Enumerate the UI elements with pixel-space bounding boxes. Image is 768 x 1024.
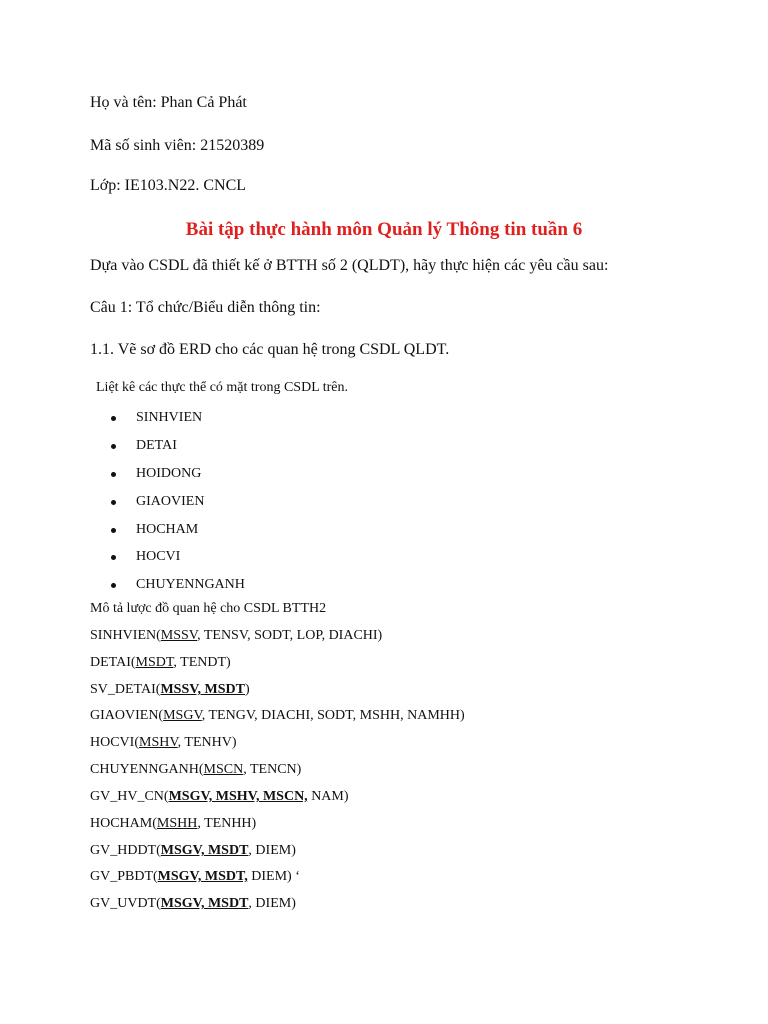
primary-key: MSGV, MSDT, [157, 869, 248, 884]
primary-key: MSHV [139, 735, 178, 750]
list-item: SINHVIEN [108, 404, 245, 432]
primary-key: MSGV, MSDT [160, 843, 249, 858]
primary-key: MSCN [203, 762, 244, 777]
relation-name: SINHVIEN( [90, 628, 161, 643]
primary-key: MSDT [135, 655, 174, 670]
relation-name: GV_PBDT( [90, 869, 158, 884]
student-id-line: Mã số sinh viên: 21520389 [90, 137, 265, 154]
student-name-line: Họ và tên: Phan Cả Phát [90, 94, 247, 111]
relation-name: GV_UVDT( [90, 896, 161, 911]
primary-key: MSSV [160, 628, 198, 643]
primary-key: MSGV, MSDT [160, 896, 249, 911]
question-1-heading: Câu 1: Tổ chức/Biểu diễn thông tin: [90, 299, 321, 316]
relation-sv-detai [90, 682, 250, 698]
relation-attributes: , DIEM) [248, 843, 296, 858]
relation-attributes: , TENHH) [197, 816, 257, 831]
relation-name: HOCHAM( [90, 816, 157, 831]
relation-gv-pbdt [90, 869, 300, 885]
relation-name: CHUYENNGANH( [90, 762, 204, 777]
relation-attributes: , TENSV, SODT, LOP, DIACHI) [197, 628, 383, 643]
relation-name: HOCVI( [90, 735, 139, 750]
schema-heading: Mô tả lược đồ quan hệ cho CSDL BTTH2 [90, 601, 327, 616]
list-item: CHUYENNGANH [108, 571, 245, 599]
list-item: HOIDONG [108, 460, 245, 488]
relation-name: DETAI( [90, 655, 136, 670]
primary-key: MSHH [156, 816, 198, 831]
relation-detai [90, 655, 231, 671]
list-item: HOCVI [108, 543, 245, 571]
relation-attributes: , TENDT) [173, 655, 231, 670]
relation-attributes: , DIEM) [248, 896, 296, 911]
relation-giaovien [90, 708, 465, 724]
relation-name: SV_DETAI( [90, 682, 161, 697]
relation-attributes: DIEM) ‘ [247, 869, 300, 884]
relation-attributes: , TENGV, DIACHI, SODT, MSHH, NAMHH) [201, 708, 465, 723]
relation-chuyennganh [90, 762, 301, 778]
list-item: HOCHAM [108, 516, 245, 544]
list-item: GIAOVIEN [108, 488, 245, 516]
relation-attributes: ) [244, 682, 250, 697]
relation-gv-hv-cn [90, 789, 349, 805]
intro-paragraph: Dựa vào CSDL đã thiết kế ở BTTH số 2 (QLDT), hãy thực hiện các yêu cầu sau: [90, 257, 609, 274]
relation-gv-uvdt [90, 896, 296, 912]
class-line: Lớp: IE103.N22. CNCL [90, 177, 247, 194]
primary-key: MSGV, MSHV, MSCN, [168, 789, 308, 804]
primary-key: MSGV [163, 708, 202, 723]
relation-attributes: , TENHV) [177, 735, 237, 750]
relation-attributes: , TENCN) [243, 762, 302, 777]
relation-attributes: NAM) [307, 789, 349, 804]
relation-name: GV_HV_CN( [90, 789, 169, 804]
relation-hocham [90, 816, 256, 832]
document-title: Bài tập thực hành môn Quản lý Thông tin tuần 6 [185, 219, 583, 240]
entity-list [108, 404, 245, 599]
question-1-1-heading: 1.1. Vẽ sơ đồ ERD cho các quan hệ trong CSDL QLDT. [90, 341, 450, 358]
relation-sinhvien [90, 628, 382, 644]
primary-key: MSSV, MSDT [160, 682, 245, 697]
relation-hocvi [90, 735, 237, 751]
entities-heading: Liệt kê các thực thể có mặt trong CSDL trên. [96, 380, 348, 395]
list-item: DETAI [108, 432, 245, 460]
relation-name: GV_HDDT( [90, 843, 161, 858]
relation-name: GIAOVIEN( [90, 708, 164, 723]
relation-gv-hddt [90, 843, 296, 859]
